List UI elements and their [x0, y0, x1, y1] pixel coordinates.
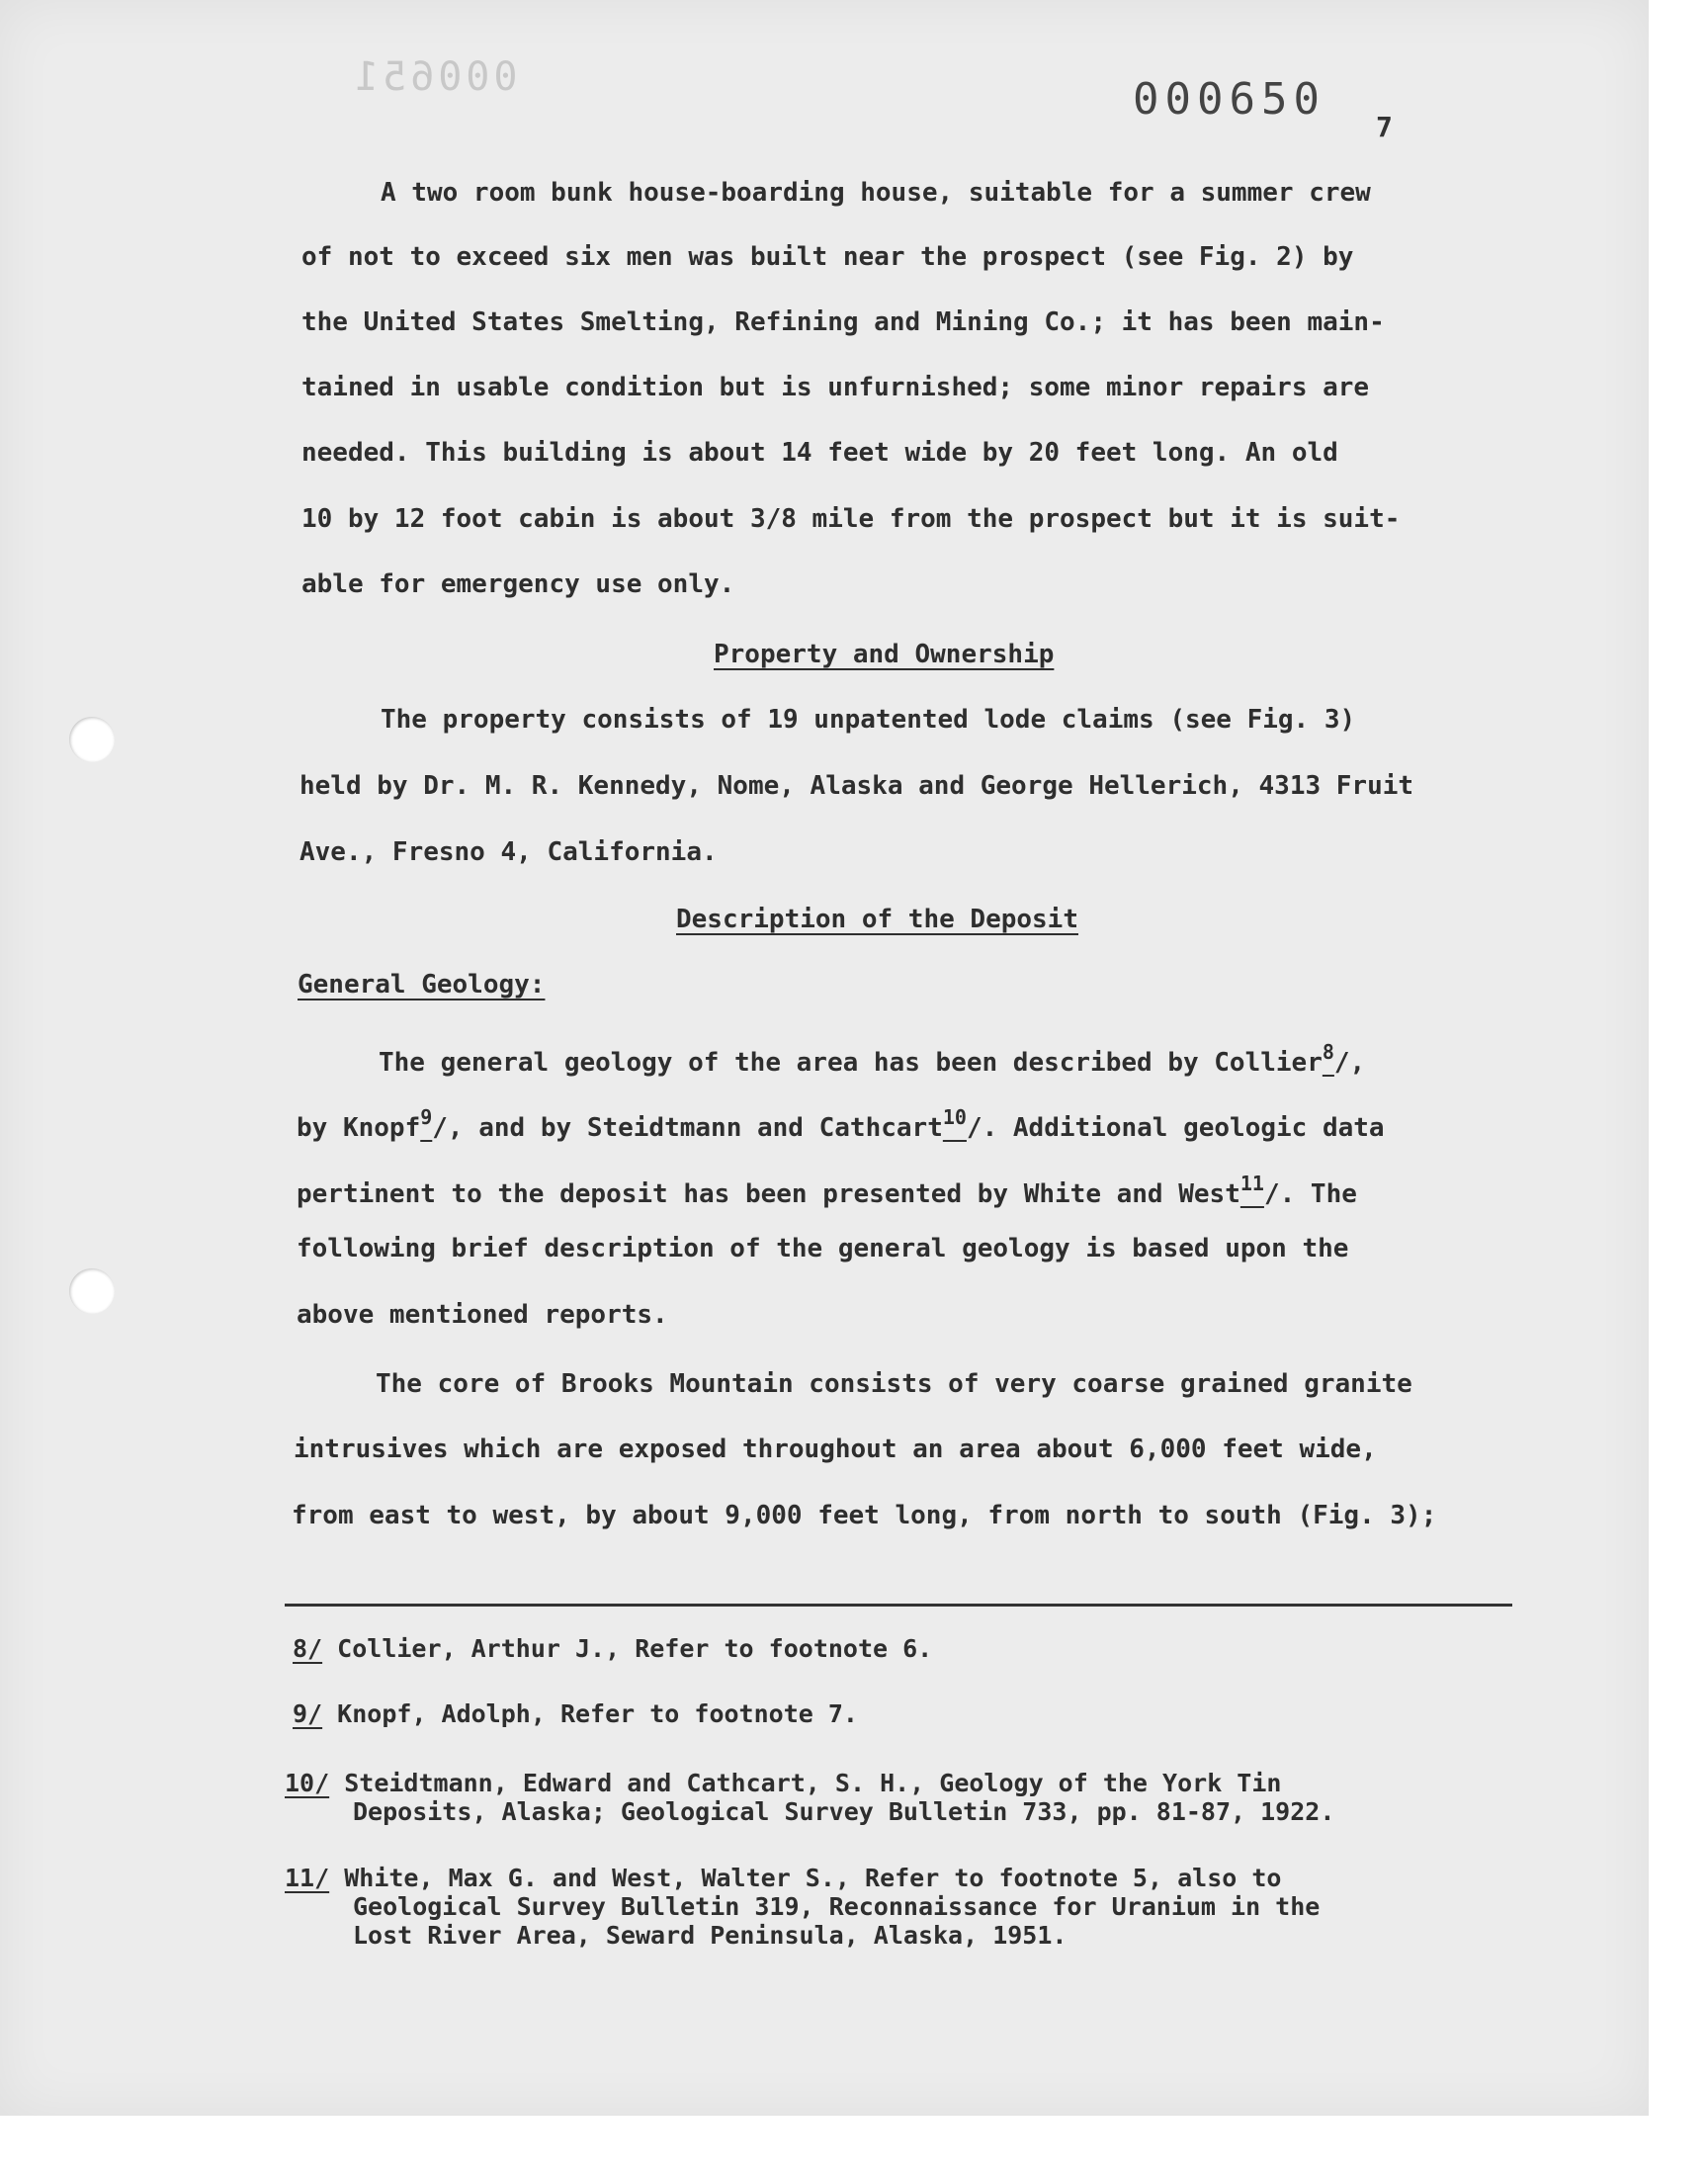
text-run: /. Additional geologic data [966, 1113, 1385, 1143]
text-run: /, and by Steidtmann and Cathcart [432, 1113, 943, 1143]
paragraph-line: A two room bunk house-boarding house, suitable for a summer crew [381, 178, 1371, 208]
footnote-text: Steidtmann, Edward and Cathcart, S. H., Geology of the York Tin [344, 1769, 1282, 1797]
paragraph-line [297, 1100, 1385, 1145]
text-run: pertinent to the deposit has been presented by White and West [297, 1179, 1240, 1209]
paragraph-line: following brief description of the general geology is based upon the [297, 1234, 1349, 1263]
paragraph-line: The property consists of 19 unpatented lode claims (see Fig. 3) [381, 705, 1356, 735]
paragraph-line: The core of Brooks Mountain consists of very coarse grained granite [376, 1369, 1412, 1399]
footnote-text: Knopf, Adolph, Refer to footnote 7. [337, 1699, 858, 1728]
footnote-ref-number: 8 [1322, 1040, 1334, 1064]
footnote-8 [293, 1634, 932, 1663]
footnote-ref-number: 9 [420, 1105, 433, 1129]
paragraph-line: Ave., Fresno 4, California. [299, 837, 718, 867]
footnote-number: 11/ [285, 1864, 330, 1892]
footnote-ref [942, 1105, 967, 1143]
text-run: /, [1333, 1048, 1366, 1078]
footnote-text: White, Max G. and West, Walter S., Refer to footnote 5, also to [344, 1864, 1282, 1892]
paragraph-line: tained in usable condition but is unfurnished; some minor repairs are [301, 373, 1370, 402]
paragraph-line [379, 1035, 1365, 1080]
footnote-number: 10/ [285, 1769, 330, 1797]
paragraph-line: able for emergency use only. [301, 569, 735, 599]
section-heading-property: Property and Ownership [714, 640, 1055, 669]
paragraph-line: intrusives which are exposed throughout an area about 6,000 feet wide, [294, 1435, 1377, 1464]
paragraph-line: above mentioned reports. [297, 1300, 668, 1330]
bleed-through-stamp: 000651 [351, 54, 518, 100]
paragraph-line: 10 by 12 foot cabin is about 3/8 mile from the prospect but it is suit- [301, 504, 1401, 534]
footnote-divider [285, 1604, 1512, 1607]
subheading-general-geology: General Geology: [298, 970, 546, 1000]
paragraph-line: of not to exceed six men was built near the prospect (see Fig. 2) by [301, 242, 1354, 272]
footnote-ref-number: 11 [1239, 1172, 1264, 1195]
paragraph-line: the United States Smelting, Refining and Mining Co.; it has been main- [301, 307, 1385, 337]
footnote-number: 8/ [293, 1634, 323, 1663]
footnote-ref-number: 10 [942, 1105, 967, 1129]
footnote-10 [285, 1769, 1281, 1797]
footnote-11-cont: Geological Survey Bulletin 319, Reconnaissance for Uranium in the [353, 1892, 1321, 1921]
text-run: /. The [1263, 1179, 1357, 1209]
footnote-ref [1322, 1040, 1334, 1078]
paragraph-line: held by Dr. M. R. Kennedy, Nome, Alaska and George Hellerich, 4313 Fruit [299, 771, 1414, 801]
paragraph-line: needed. This building is about 14 feet wide by 20 feet long. An old [301, 438, 1338, 468]
punch-hole-bottom [69, 1268, 115, 1314]
text-run: by Knopf [297, 1113, 421, 1143]
document-number: 000650 [1133, 74, 1325, 125]
page-number: 7 [1376, 111, 1393, 143]
text-run: The general geology of the area has been described by Collier [379, 1048, 1323, 1078]
paragraph-line [297, 1167, 1357, 1211]
footnote-10-cont: Deposits, Alaska; Geological Survey Bulletin 733, pp. 81-87, 1922. [353, 1797, 1335, 1826]
paragraph-line: from east to west, by about 9,000 feet long, from north to south (Fig. 3); [292, 1501, 1437, 1530]
footnote-11 [285, 1864, 1281, 1892]
footnote-9 [293, 1699, 858, 1728]
footnote-text: Collier, Arthur J., Refer to footnote 6. [337, 1634, 933, 1663]
footnote-ref [1239, 1172, 1264, 1209]
punch-hole-top [69, 717, 115, 762]
footnote-11-cont: Lost River Area, Seward Peninsula, Alaska, 1951. [353, 1921, 1068, 1950]
section-heading-description: Description of the Deposit [676, 905, 1078, 934]
footnote-ref [420, 1105, 433, 1143]
footnote-number: 9/ [293, 1699, 323, 1728]
